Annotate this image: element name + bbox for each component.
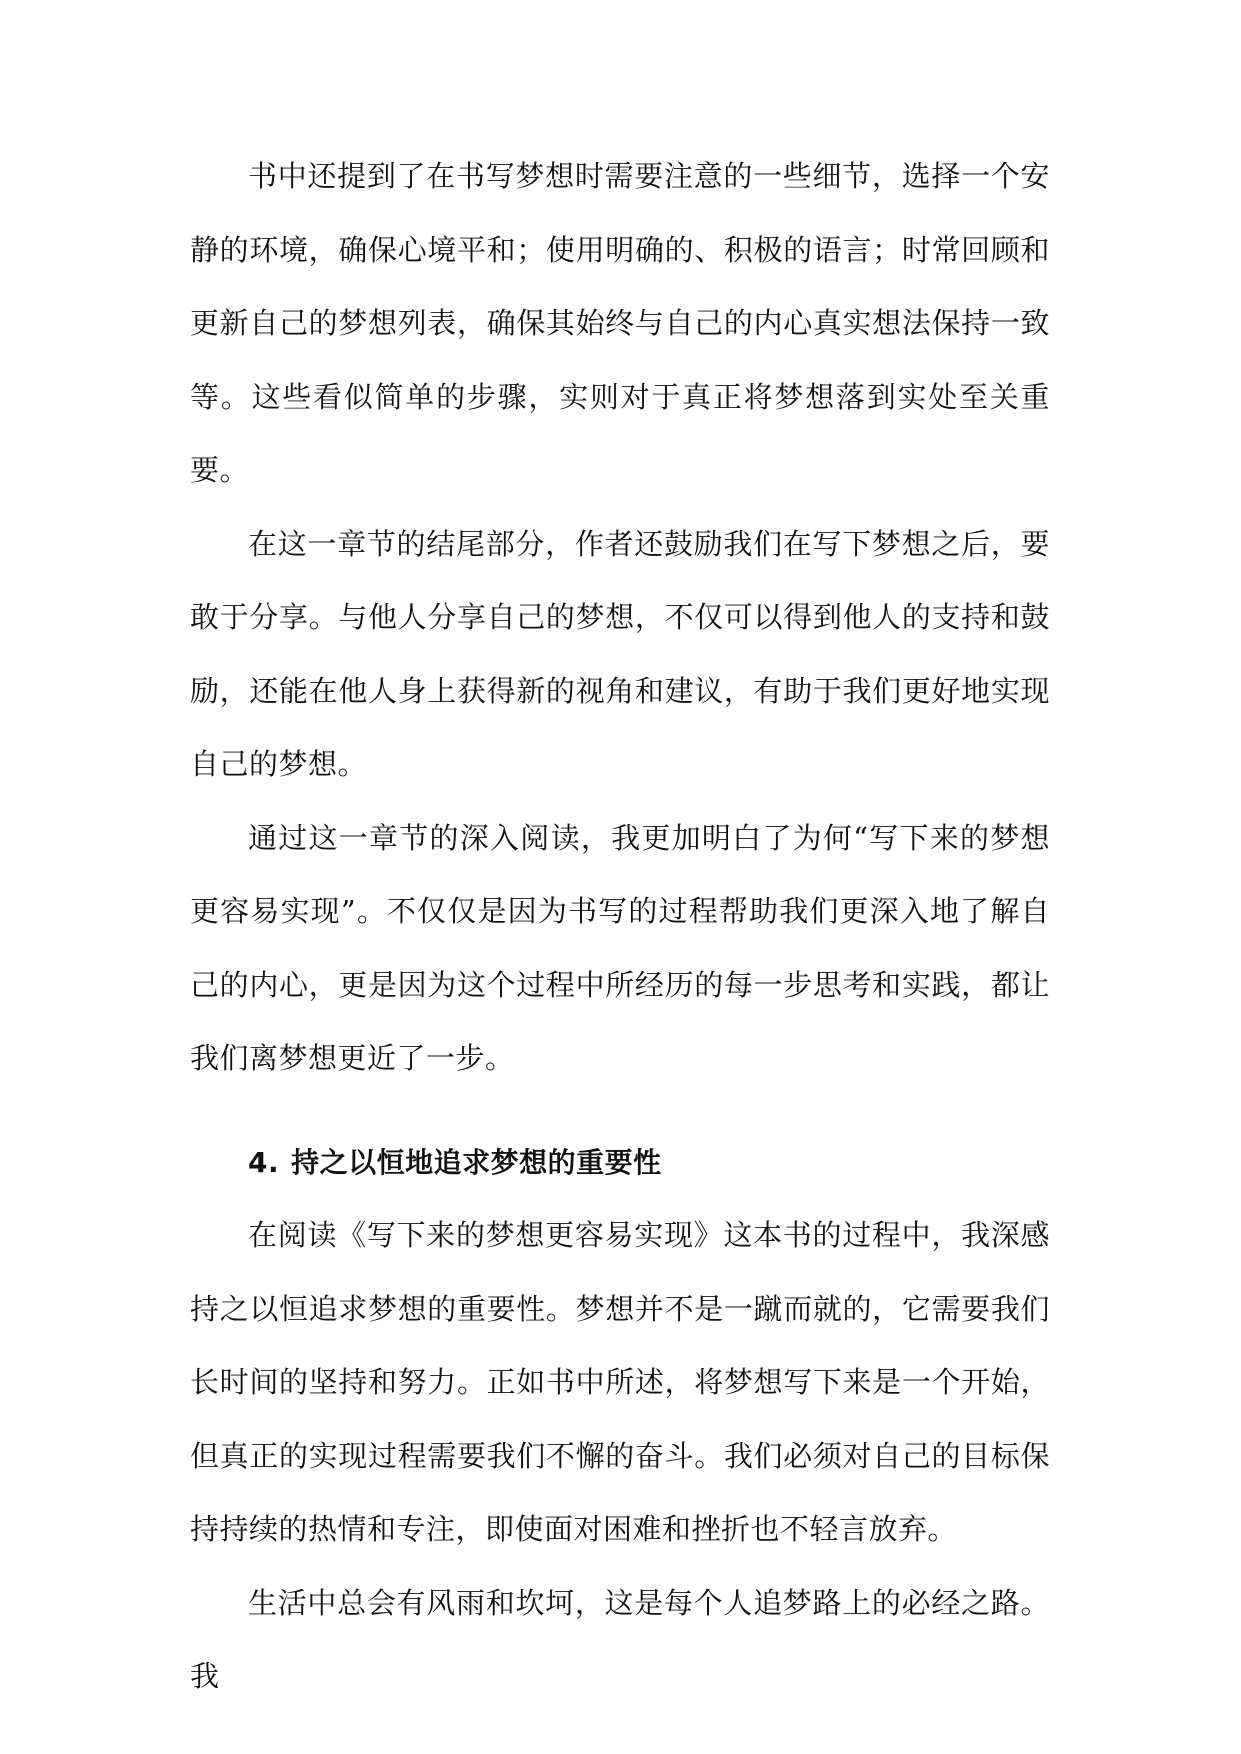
paragraph-writing-details: 书中还提到了在书写梦想时需要注意的一些细节，选择一个安静的环境，确保心境平和；使用明确的、积极的语言；时常回顾和更新自己的梦想列表，确保其始终与自己的内心真实想法保持一致等。这些看似简单的步骤，实则对于真正将梦想落到实处至关重要。 [190,159,1050,487]
paragraph-sharing-dreams: 在这一章节的结尾部分，作者还鼓励我们在写下梦想之后，要敢于分享。与他人分享自己的梦想，不仅可以得到他人的支持和鼓励，还能在他人身上获得新的视角和建议，有助于我们更好地实现自己的梦想。 [190,526,1050,781]
section-title: 持之以恒地追求梦想的重要性 [291,1145,662,1179]
paragraph-hardships: 生活中总会有风雨和坎坷，这是每个人追梦路上的必经之路。我 [190,1585,1050,1693]
paragraph-chapter-reflection: 通过这一章节的深入阅读，我更加明白了为何“写下来的梦想更容易实现”。不仅仅是因为书写的过程帮助我们更深入地了解自己的内心，更是因为这个过程中所经历的每一步思考和实践，都让我们离梦想更近了一步。 [190,820,1050,1075]
paragraph-persistence: 在阅读《写下来的梦想更容易实现》这本书的过程中，我深感持之以恒追求梦想的重要性。梦想并不是一蹴而就的，它需要我们长时间的坚持和努力。正如书中所述，将梦想写下来是一个开始，但真正的实现过程需要我们不懈的奋斗。我们必须对自己的目标保持持续的热情和专注，即使面对困难和挫折也不轻言放弃。 [190,1218,1050,1546]
section-number: 4. [248,1145,280,1179]
section-heading [190,1126,1050,1200]
page-content [190,140,1050,1714]
